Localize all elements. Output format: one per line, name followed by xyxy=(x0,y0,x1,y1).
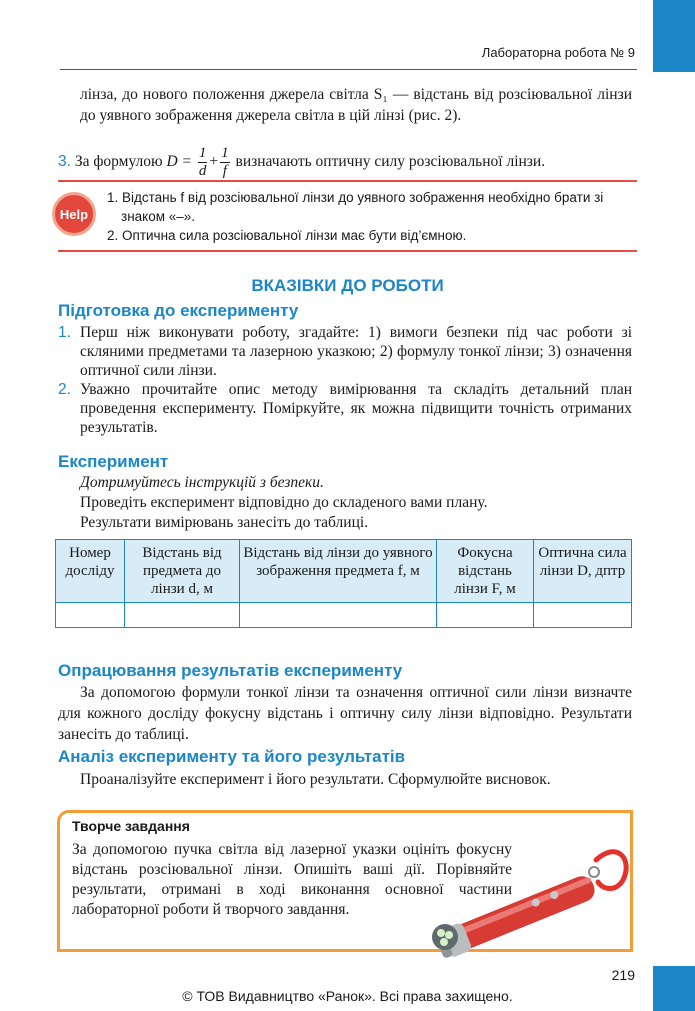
page-tab-top xyxy=(653,0,695,72)
analysis-text: Проаналізуйте експеримент і його результати. Сформулюйте висновок. xyxy=(80,771,551,788)
analysis-heading: Аналіз експерименту та його результатів xyxy=(58,747,406,766)
list-item xyxy=(58,323,632,380)
help-rule-top xyxy=(58,180,637,182)
list-item xyxy=(58,380,632,437)
experiment-text xyxy=(80,473,640,533)
safety-note xyxy=(80,473,640,493)
experiment-line: Результати вимірювань занесіть до таблиці. xyxy=(80,514,369,531)
prep-list xyxy=(58,323,632,437)
frac2-den: f xyxy=(222,163,227,179)
formula-lhs: D = xyxy=(166,153,192,171)
formula-frac-1 xyxy=(198,145,208,180)
frac2-num: 1 xyxy=(221,145,229,161)
experiment-heading: Експеримент xyxy=(58,452,169,471)
results-table xyxy=(55,539,632,628)
list-number: 1. xyxy=(58,324,71,341)
table-header-row xyxy=(56,540,632,603)
help-note: 1. Відстань f від розсіювальної лінзи до уявного зображення необхідно брати зі знаком «–». xyxy=(107,190,604,224)
table-header: Фокусна відстань лінзи F, м xyxy=(437,540,534,603)
table-cell[interactable] xyxy=(240,603,437,628)
table-cell[interactable] xyxy=(534,603,632,628)
experiment-line: Проведіть експеримент відповідно до складеного вами плану. xyxy=(80,494,488,511)
table-cell[interactable] xyxy=(125,603,240,628)
copyright-footer: © ТОВ Видавництво «Ранок». Всі права захищено. xyxy=(182,988,513,1004)
prep-heading: Підготовка до експерименту xyxy=(58,301,299,320)
step-3-number: 3. xyxy=(58,153,71,171)
table-header: Номер досліду xyxy=(56,540,125,603)
list-text: Перш ніж виконувати роботу, згадайте: 1) вимоги безпеки під час роботи зі скляними предметами та лазерною указкою; 2) формулу тонкої лінзи; 3) означення оптичної сили лінзи. xyxy=(80,324,632,379)
frac1-num: 1 xyxy=(198,145,207,161)
running-header: Лабораторна робота № 9 xyxy=(481,45,635,60)
table-header: Оптична сила лінзи D, дптр xyxy=(534,540,632,603)
page-number: 219 xyxy=(611,967,635,983)
help-icon: Help xyxy=(52,192,96,236)
step-3: 3. За формулою D = $\frac{1}{d}$ + $\frac{1}{f}$ визначають оптичну силу розсіювальної лінзи. xyxy=(58,145,546,179)
table-cell[interactable] xyxy=(56,603,125,628)
intro-paragraph: лінза, до нового положення джерела світла S₁ — відстань від розсіювальної лінзи до уявного зображення джерела світла в цій лінзі (рис. 2). xyxy=(80,86,632,124)
formula-frac-2 xyxy=(220,145,230,180)
creative-task-text: За допомогою пучка світла від лазерної указки оцініть фокусну відстань розсіювальної лінзи. Опишіть ваші дії. Порівняйте результати, отримані в ході виконання основної частини лабораторної роботи й творчого завдання. xyxy=(72,841,512,918)
table-cell[interactable] xyxy=(437,603,534,628)
table-header: Відстань від предмета до лінзи d, м xyxy=(125,540,240,603)
creative-task-title: Творче завдання xyxy=(72,818,190,834)
laser-pointer-image xyxy=(418,820,648,960)
help-rule-bottom xyxy=(58,250,637,252)
processing-heading: Опрацювання результатів експерименту xyxy=(58,661,403,680)
step-3-pre: За формулою xyxy=(74,153,163,171)
safety-text: Дотримуйтесь інструкцій з безпеки. xyxy=(80,474,324,491)
section-title: ВКАЗІВКИ ДО РОБОТИ xyxy=(251,276,444,295)
help-note: 2. Оптична сила розсіювальної лінзи має бути від’ємною. xyxy=(107,228,467,243)
table-row xyxy=(56,603,632,628)
list-text: Уважно прочитайте опис методу вимірювання та складіть детальний план проведення експерименту. Поміркуйте, як можна підвищити точність отриманих результатів. xyxy=(80,381,632,436)
header-rule xyxy=(60,69,637,70)
frac1-den: d xyxy=(198,163,207,179)
processing-text: За допомогою формули тонкої лінзи та означення оптичної сили лінзи визначте для кожного досліду фокусну відстань і оптичну силу лінзи відповідно. Результати занесіть до таблиці. xyxy=(58,684,632,743)
list-number: 2. xyxy=(58,381,71,398)
step-3-post: визначають оптичну силу розсіювальної лінзи. xyxy=(235,153,546,171)
help-notes xyxy=(107,188,637,245)
table-header: Відстань від лінзи до уявного зображення предмета f, м xyxy=(240,540,437,603)
